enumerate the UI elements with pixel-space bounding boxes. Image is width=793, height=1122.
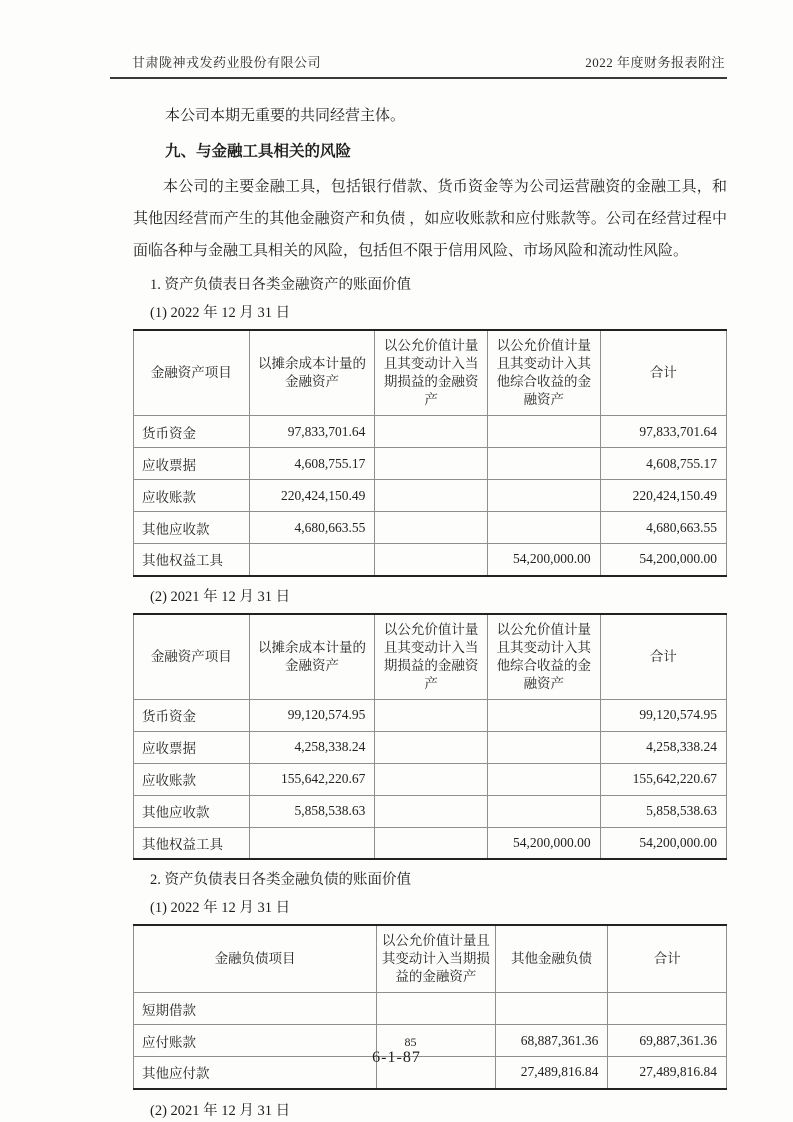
column-header: 金融负债项目 xyxy=(134,925,377,993)
value-cell: 155,642,220.67 xyxy=(600,763,726,795)
value-cell xyxy=(375,763,488,795)
item2-subdate-2021: (2) 2021 年 12 月 31 日 xyxy=(150,1102,291,1119)
value-cell: 4,258,338.24 xyxy=(600,731,726,763)
value-cell xyxy=(495,993,608,1025)
value-cell: 4,680,663.55 xyxy=(249,512,375,544)
value-cell: 220,424,150.49 xyxy=(600,480,726,512)
value-cell: 5,858,538.63 xyxy=(249,795,375,827)
value-cell xyxy=(487,448,600,480)
column-header: 以摊余成本计量的金融资产 xyxy=(249,330,375,416)
value-cell: 54,200,000.00 xyxy=(600,544,726,576)
column-header: 以公允价值计量且其变动计入其他综合收益的金融资产 xyxy=(487,614,600,700)
value-cell xyxy=(375,512,488,544)
column-header: 合计 xyxy=(600,614,726,700)
column-header: 合计 xyxy=(608,925,727,993)
row-label: 应收票据 xyxy=(134,448,250,480)
value-cell: 97,833,701.64 xyxy=(249,416,375,448)
row-label: 货币资金 xyxy=(134,416,250,448)
header-row xyxy=(134,925,727,993)
row-label: 应收票据 xyxy=(134,731,250,763)
assets-2021-table xyxy=(133,613,727,861)
page-number: 85 xyxy=(404,1035,417,1049)
row-label: 应付账款 xyxy=(134,1025,377,1057)
column-header: 合计 xyxy=(600,330,726,416)
table-row xyxy=(134,448,727,480)
item2-heading: 2. 资产负债表日各类金融负债的账面价值 xyxy=(150,872,411,888)
table-row xyxy=(134,544,727,576)
column-header: 以公允价值计量且其变动计入当期损益的金融资产 xyxy=(375,330,488,416)
value-cell: 220,424,150.49 xyxy=(249,480,375,512)
value-cell xyxy=(375,544,488,576)
row-label: 货币资金 xyxy=(134,699,250,731)
value-cell xyxy=(375,795,488,827)
column-header: 其他金融负债 xyxy=(495,925,608,993)
header-company-name: 甘肃陇神戎发药业股份有限公司 xyxy=(132,55,322,70)
page-content xyxy=(133,86,727,1122)
column-header: 以公允价值计量且其变动计入当期损益的金融资产 xyxy=(377,925,496,993)
value-cell xyxy=(375,699,488,731)
value-cell: 4,608,755.17 xyxy=(249,448,375,480)
row-label: 短期借款 xyxy=(134,993,377,1025)
table-row xyxy=(134,731,727,763)
value-cell: 54,200,000.00 xyxy=(600,827,726,859)
value-cell: 54,200,000.00 xyxy=(487,544,600,576)
row-label: 其他应收款 xyxy=(134,512,250,544)
table-row xyxy=(134,993,727,1025)
page-footer xyxy=(0,1036,793,1067)
value-cell: 69,887,361.36 xyxy=(608,1025,727,1057)
value-cell: 99,120,574.95 xyxy=(600,699,726,731)
column-header: 金融资产项目 xyxy=(134,330,250,416)
value-cell: 97,833,701.64 xyxy=(600,416,726,448)
section-heading: 九、与金融工具相关的风险 xyxy=(165,143,352,160)
value-cell: 68,887,361.36 xyxy=(495,1025,608,1057)
row-label: 应收账款 xyxy=(134,763,250,795)
value-cell: 5,858,538.63 xyxy=(600,795,726,827)
row-label: 其他权益工具 xyxy=(134,544,250,576)
row-label: 其他权益工具 xyxy=(134,827,250,859)
header-doc-title: 2022 年度财务报表附注 xyxy=(585,55,725,70)
column-header: 以公允价值计量且其变动计入当期损益的金融资产 xyxy=(375,614,488,700)
value-cell xyxy=(375,416,488,448)
column-header: 以摊余成本计量的金融资产 xyxy=(249,614,375,700)
page-code: 6-1-87 xyxy=(372,1049,421,1067)
row-label: 应收账款 xyxy=(134,480,250,512)
table-row xyxy=(134,699,727,731)
value-cell xyxy=(487,512,600,544)
table-row xyxy=(134,416,727,448)
value-cell: 4,608,755.17 xyxy=(600,448,726,480)
value-cell xyxy=(375,480,488,512)
value-cell xyxy=(375,827,488,859)
row-label: 其他应收款 xyxy=(134,795,250,827)
value-cell xyxy=(487,416,600,448)
header-row xyxy=(134,614,727,700)
item1-heading: 1. 资产负债表日各类金融资产的账面价值 xyxy=(150,277,411,293)
value-cell xyxy=(377,993,496,1025)
value-cell xyxy=(608,993,727,1025)
column-header: 金融资产项目 xyxy=(134,614,250,700)
value-cell xyxy=(249,544,375,576)
item2-subdate-2022: (1) 2022 年 12 月 31 日 xyxy=(150,900,291,916)
value-cell xyxy=(487,699,600,731)
running-header xyxy=(110,52,727,79)
table-row xyxy=(134,827,727,859)
value-cell xyxy=(487,731,600,763)
value-cell: 27,489,816.84 xyxy=(495,1057,608,1089)
value-cell: 4,258,338.24 xyxy=(249,731,375,763)
value-cell: 27,489,816.84 xyxy=(608,1057,727,1089)
value-cell xyxy=(487,763,600,795)
value-cell: 4,680,663.55 xyxy=(600,512,726,544)
value-cell: 155,642,220.67 xyxy=(249,763,375,795)
value-cell xyxy=(375,731,488,763)
value-cell xyxy=(487,795,600,827)
item1-subdate-2022: (1) 2022 年 12 月 31 日 xyxy=(150,305,291,321)
section-paragraph: 本公司的主要金融工具，包括银行借款、货币资金等为公司运营融资的金融工具，和其他因经营而产生的其他金融资产和负债 ，如应收账款和应付账款等。公司在经营过程中面临各种与金融工具相关的风险，包括但不限于信用风险、市场风险和流动性风险。 xyxy=(133,179,727,259)
column-header: 以公允价值计量且其变动计入其他综合收益的金融资产 xyxy=(487,330,600,416)
table-row xyxy=(134,480,727,512)
value-cell: 54,200,000.00 xyxy=(487,827,600,859)
item1-subdate-2021: (2) 2021 年 12 月 31 日 xyxy=(150,588,291,605)
value-cell xyxy=(487,480,600,512)
intro-line: 本公司本期无重要的共同经营主体。 xyxy=(165,108,406,124)
assets-2022-table xyxy=(133,329,727,577)
header-row xyxy=(134,330,727,416)
table-row xyxy=(134,512,727,544)
value-cell xyxy=(375,448,488,480)
value-cell: 99,120,574.95 xyxy=(249,699,375,731)
table-row xyxy=(134,795,727,827)
table-row xyxy=(134,763,727,795)
row-label: 其他应付款 xyxy=(134,1057,377,1089)
value-cell xyxy=(249,827,375,859)
